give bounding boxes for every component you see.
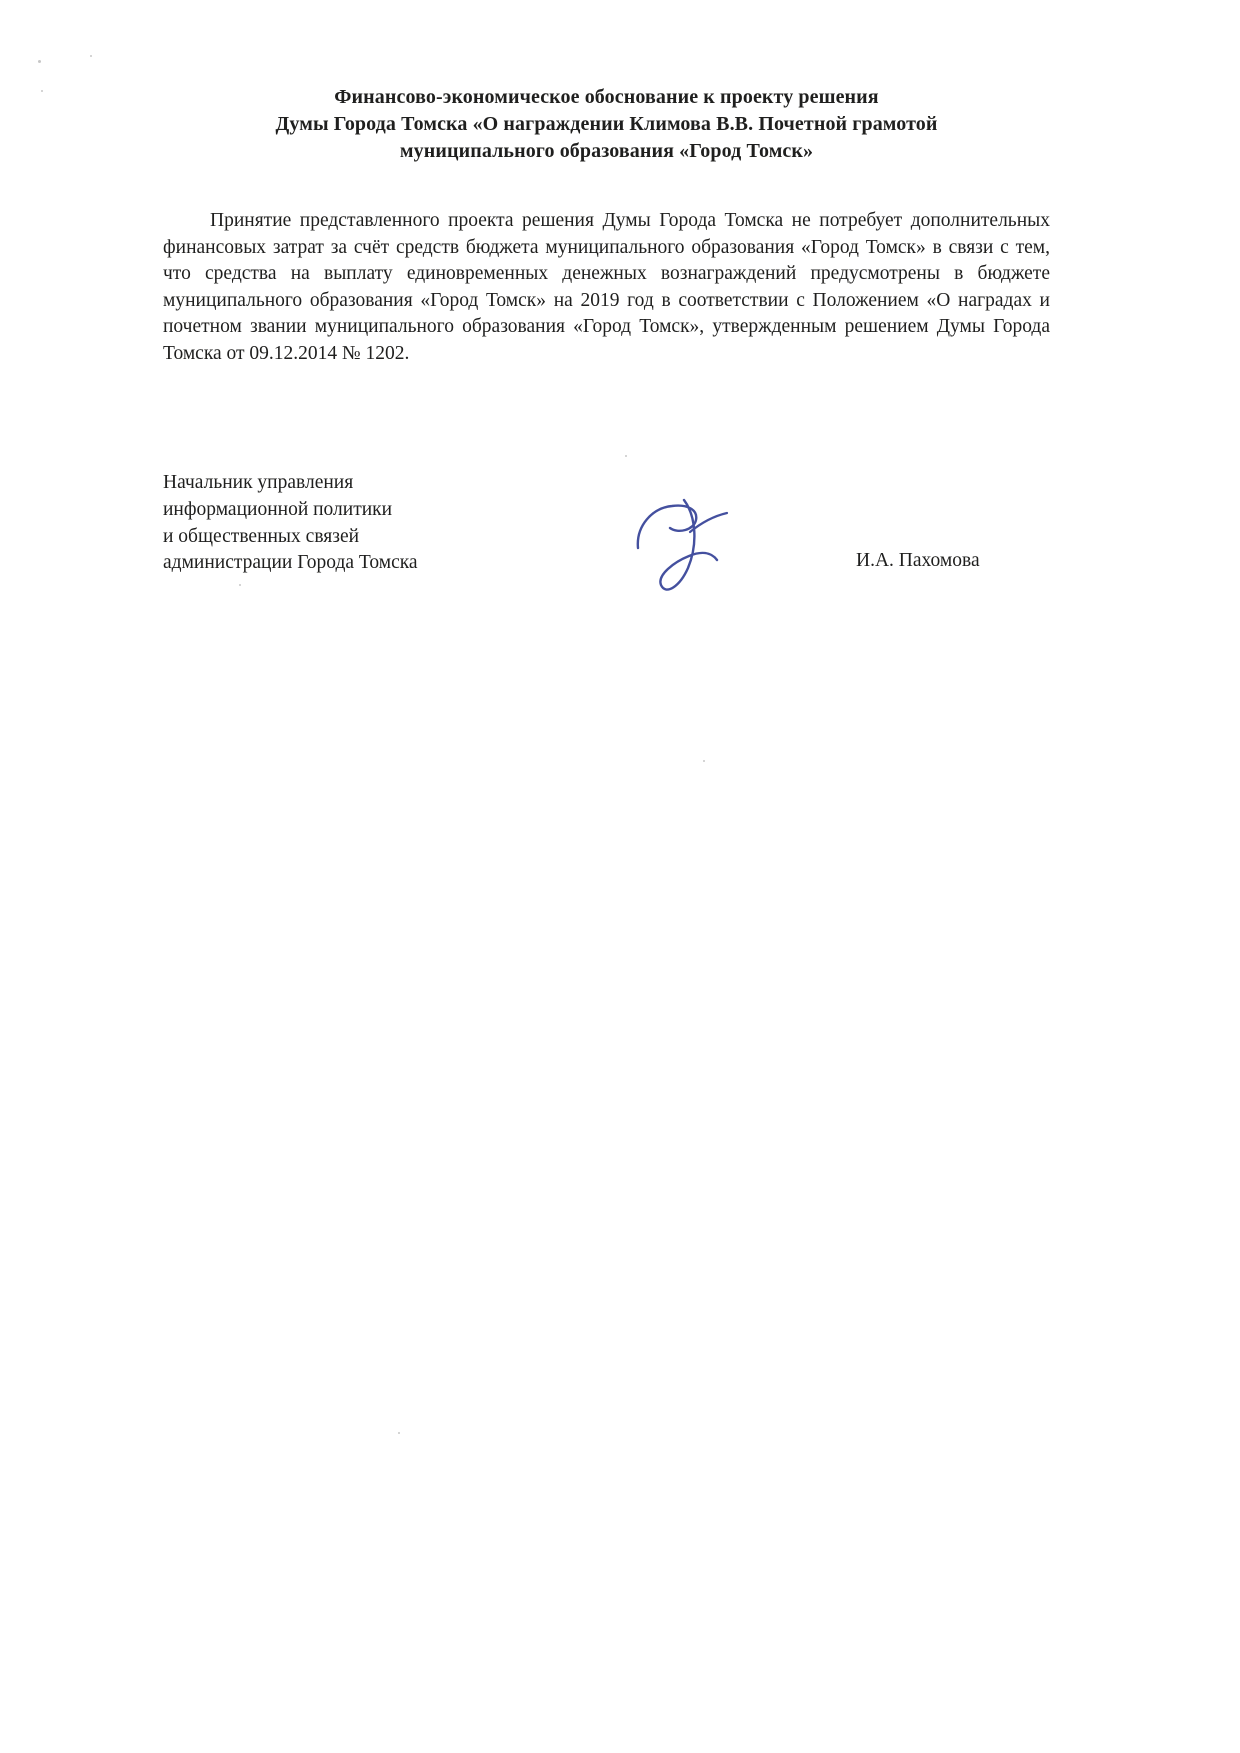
signatory-title <box>163 470 418 577</box>
handwritten-signature <box>626 486 736 611</box>
body-text <box>163 208 1050 368</box>
scan-artifact <box>90 55 92 57</box>
signatory-title-line: Начальник управления <box>163 472 354 493</box>
signatory-title-line: информационной политики <box>163 498 393 520</box>
signature-icon <box>626 486 736 611</box>
scan-artifact <box>703 760 705 762</box>
scan-artifact <box>239 584 241 586</box>
body-paragraph: Принятие представленного проекта решения Думы Города Томска не потребует дополнительных финансовых затрат за счёт средств бюджета муниципального образования «Город Томск» в связи с тем, что средства на выплату единовременных денежных вознаграждений предусмотрены в бюджете муниципального образования «Город Томск» на 2019 год в соответствии с Положением «О наградах и почетном звании муниципального образования «Город Томск», утвержденным решением Думы Города Томска от 09.12.2014 № 1202. <box>163 210 1050 364</box>
scan-artifact <box>41 90 43 92</box>
document-title-line: муниципального образования «Город Томск» <box>399 140 814 162</box>
document-title-line: Думы Города Томска «О награждении Климова В.В. Почетной грамотой <box>275 113 938 135</box>
document-title-line: Финансово-экономическое обоснование к проекту решения <box>334 86 879 108</box>
scan-artifact <box>625 455 627 457</box>
signatory-title-line: и общественных связей <box>163 525 360 547</box>
scan-artifact <box>398 1432 400 1434</box>
signatory-title-line: администрации Города Томска <box>163 552 418 574</box>
signatory-name: И.А. Пахомова <box>856 550 980 571</box>
scan-artifact <box>38 60 41 63</box>
document-title <box>163 84 1050 165</box>
